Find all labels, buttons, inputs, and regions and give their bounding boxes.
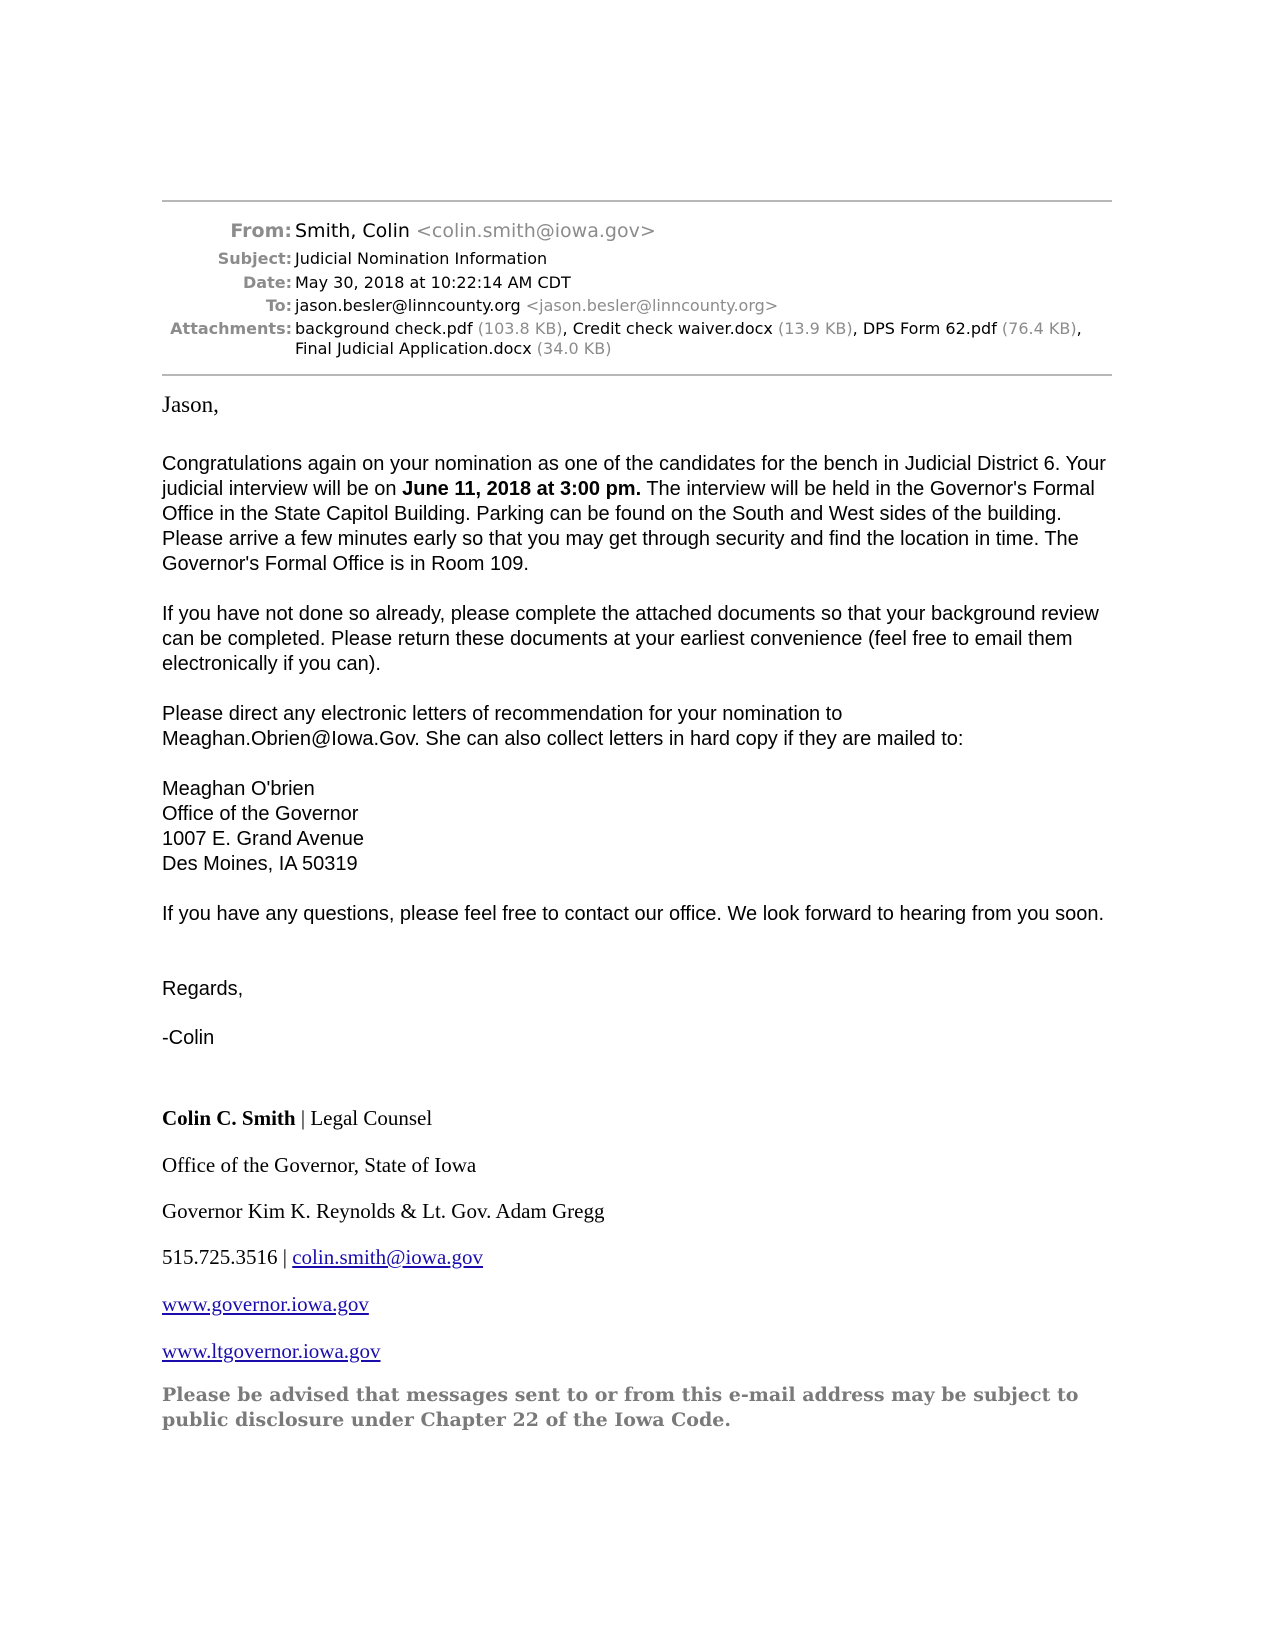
attachment-size: (103.8 KB) [477,319,563,338]
greeting: Jason, [162,392,219,417]
signature-name: Colin C. Smith [162,1106,296,1130]
attachments-row [162,319,1102,359]
attachment-name[interactable]: Credit check waiver.docx [572,319,773,338]
date-label: Date: [243,273,292,292]
attachment-size: (76.4 KB) [1001,319,1077,338]
interview-datetime: June 11, 2018 at 3:00 pm. [402,478,642,500]
mailing-address [162,777,1122,877]
signature-governors: Governor Kim K. Reynolds & Lt. Gov. Adam Gregg [162,1199,605,1223]
paragraph-line: Please direct any electronic letters of recommendation for your nomination to [162,703,843,725]
attachment-size: (34.0 KB) [536,339,612,358]
paragraph-line: Meaghan.Obrien@Iowa.Gov. She can also collect letters in hard copy if they are mailed to: [162,728,964,750]
ltgovernor-website-link[interactable]: www.ltgovernor.iowa.gov [162,1339,381,1363]
from-name: Smith, Colin [295,220,410,242]
header-top-divider [162,200,1112,202]
address-line: Office of the Governor [162,803,359,825]
to-address[interactable]: jason.besler@linncounty.org [295,296,521,315]
to-row [162,296,1102,315]
body-paragraph-documents: If you have not done so already, please complete the attached documents so that your background review can be completed. Please return these documents at your earliest convenience (feel free to email them electronically if you can). [162,603,1099,675]
sender-signoff: -Colin [162,1027,215,1049]
attachment-name[interactable]: Final Judicial Application.docx [295,339,532,358]
from-row [162,220,1102,242]
signature-contact [162,1245,483,1270]
signature-website1 [162,1292,369,1317]
signature-email-link[interactable]: colin.smith@iowa.gov [292,1245,484,1269]
paragraph-text: Congratulations again on your nomination as one of the candidates for the bench in Judicial District 6. Your judicial interview will be on [162,453,1106,500]
subject-label: Subject: [217,249,292,268]
attachment-name[interactable]: DPS Form 62.pdf [862,319,997,338]
signature-office: Office of the Governor, State of Iowa [162,1153,477,1177]
header-bottom-divider [162,374,1112,376]
to-email[interactable]: <jason.besler@linncounty.org> [525,296,779,315]
from-email[interactable]: <colin.smith@iowa.gov> [415,220,656,242]
signature-website2 [162,1339,381,1364]
paragraph-text: The interview will be held in the Governor's Formal Office in the State Capitol Building. Parking can be found on the South and West sides of the building. Please arrive a few minutes early so that you may get through security and find the location in time. The Governor's Formal Office is in Room 109. [162,478,1095,575]
date-text: May 30, 2018 at 10:22:14 AM CDT [295,273,571,292]
from-label: From: [230,220,292,242]
closing: Regards, [162,978,244,1000]
attachment-size: (13.9 KB) [777,319,853,338]
attachment-name[interactable]: background check.pdf [295,319,473,338]
signature-title: | Legal Counsel [295,1106,433,1130]
body-paragraph-interview [162,452,1122,577]
body-paragraph-questions: If you have any questions, please feel free to contact our office. We look forward to hearing from you soon. [162,903,1105,925]
attachments-list: background check.pdf (103.8 KB), Credit check waiver.docx (13.9 KB), DPS Form 62.pdf (76.4 KB), Final Judicial Application.docx (34.0 KB) [295,319,1082,358]
governor-website-link[interactable]: www.governor.iowa.gov [162,1292,369,1316]
date-row [162,273,1102,292]
address-line: Des Moines, IA 50319 [162,853,358,875]
disclaimer: Please be advised that messages sent to or from this e-mail address may be subject to public disclosure under Chapter 22 of the Iowa Code. [162,1384,1079,1431]
subject-text: Judicial Nomination Information [295,249,548,268]
body-paragraph-letters [162,702,1122,752]
signature-phone: 515.725.3516 | [162,1245,293,1269]
attachments-label: Attachments: [170,319,292,338]
signature-name-line [162,1106,432,1131]
address-line: Meaghan O'brien [162,778,315,800]
address-line: 1007 E. Grand Avenue [162,828,365,850]
to-label: To: [265,296,292,315]
subject-row [162,249,1102,268]
